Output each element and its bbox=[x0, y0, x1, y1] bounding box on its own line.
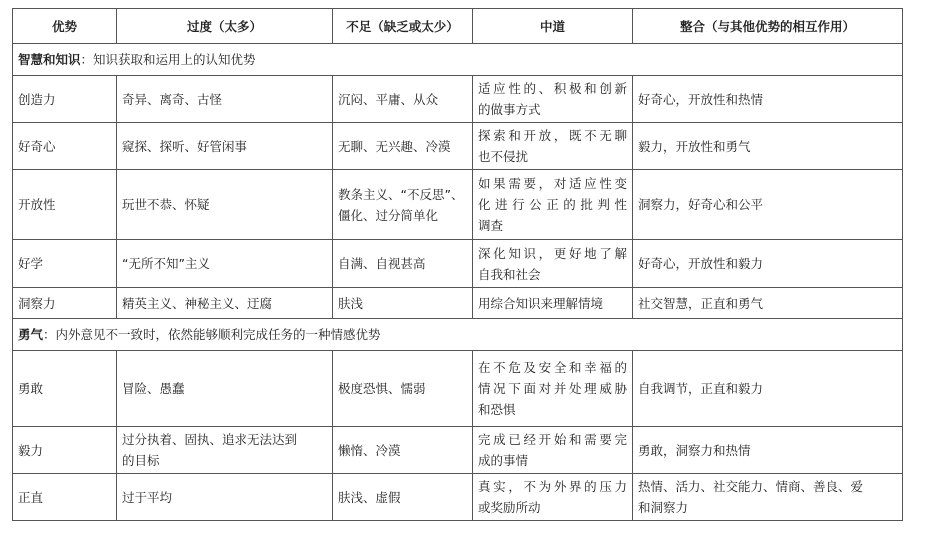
golden-mean-cell-line: 化进行公正的批判性 bbox=[478, 197, 627, 212]
integration-cell: 好奇心，开放性和热情 bbox=[633, 76, 903, 123]
too-little-cell: 肤浅 bbox=[333, 288, 473, 319]
too-little-cell: 极度恐惧、懦弱 bbox=[333, 351, 473, 427]
golden-mean-cell bbox=[473, 474, 633, 521]
strength-cell: 正直 bbox=[13, 474, 117, 521]
header-too-much: 过度（太多） bbox=[117, 9, 333, 44]
header-integration: 整合（与其他优势的相互作用） bbox=[633, 9, 903, 44]
strengths-table bbox=[12, 8, 903, 521]
table-row bbox=[13, 474, 903, 521]
too-little-cell: 懒惰、冷漠 bbox=[333, 427, 473, 474]
header-golden-mean: 中道 bbox=[473, 9, 633, 44]
strength-cell: 创造力 bbox=[13, 76, 117, 123]
golden-mean-cell-line: 的做事方式 bbox=[478, 102, 541, 117]
table-row bbox=[13, 123, 903, 170]
table-row bbox=[13, 427, 903, 474]
golden-mean-cell-line: 和恐惧 bbox=[478, 402, 516, 417]
strength-cell: 毅力 bbox=[13, 427, 117, 474]
too-much-cell bbox=[117, 427, 333, 474]
golden-mean-cell bbox=[473, 123, 633, 170]
strength-cell: 洞察力 bbox=[13, 288, 117, 319]
category-cell bbox=[13, 319, 903, 351]
integration-cell: 好奇心，开放性和毅力 bbox=[633, 240, 903, 288]
table-row bbox=[13, 240, 903, 288]
too-little-cell bbox=[333, 170, 473, 240]
golden-mean-cell-line: 也不侵扰 bbox=[478, 149, 529, 164]
too-much-cell-line: 过分执着、固执、追求无法达到 bbox=[122, 432, 298, 447]
too-little-cell: 无聊、无兴趣、冷漠 bbox=[333, 123, 473, 170]
golden-mean-cell-line: 调查 bbox=[478, 218, 504, 233]
golden-mean-cell bbox=[473, 240, 633, 288]
integration-cell bbox=[633, 474, 903, 521]
too-much-cell: 窥探、探听、好管闲事 bbox=[117, 123, 333, 170]
golden-mean-cell-line: 情况下面对并处理威胁 bbox=[478, 381, 627, 396]
header-too-little: 不足（缺乏或太少） bbox=[333, 9, 473, 44]
integration-cell-line: 热情、活力、社交能力、情商、善良、爱 bbox=[638, 479, 864, 494]
category-description: ：内外意见不一致时，依然能够顺利完成任务的一种情感优势 bbox=[43, 327, 381, 342]
too-much-cell: 奇异、离奇、古怪 bbox=[117, 76, 333, 123]
category-row bbox=[13, 319, 903, 351]
header-strength: 优势 bbox=[13, 9, 117, 44]
golden-mean-cell-line: 完成已经开始和需要完 bbox=[478, 432, 627, 447]
strength-cell: 开放性 bbox=[13, 170, 117, 240]
table-row bbox=[13, 288, 903, 319]
table-row bbox=[13, 351, 903, 427]
too-much-cell: 过于平均 bbox=[117, 474, 333, 521]
strength-cell: 好奇心 bbox=[13, 123, 117, 170]
golden-mean-cell-line: 深化知识，更好地了解 bbox=[478, 245, 627, 261]
integration-cell: 勇敢，洞察力和热情 bbox=[633, 427, 903, 474]
too-little-cell-line: 僵化、过分简单化 bbox=[338, 207, 439, 223]
golden-mean-cell: 用综合知识来理解情境 bbox=[473, 288, 633, 319]
golden-mean-cell-line: 真实，不为外界的压力 bbox=[478, 479, 627, 494]
golden-mean-cell-line: 或奖励所动 bbox=[478, 500, 541, 515]
golden-mean-cell-line: 适应性的、积极和创新 bbox=[478, 81, 627, 96]
too-little-cell: 沉闷、平庸、从众 bbox=[333, 76, 473, 123]
integration-cell: 毅力，开放性和勇气 bbox=[633, 123, 903, 170]
golden-mean-cell-line: 成的事情 bbox=[478, 453, 529, 468]
too-little-cell: 自满、自视甚高 bbox=[333, 240, 473, 288]
strengths-table-container bbox=[12, 8, 903, 521]
category-name: 智慧和知识 bbox=[18, 52, 81, 67]
too-much-cell-line: 的目标 bbox=[122, 453, 160, 468]
integration-cell-line: 和洞察力 bbox=[638, 500, 689, 515]
strength-cell: 勇敢 bbox=[13, 351, 117, 427]
too-much-cell: 精英主义、神秘主义、迂腐 bbox=[117, 288, 333, 319]
golden-mean-cell-line: 如果需要，对适应性变 bbox=[478, 176, 627, 191]
table-body bbox=[13, 44, 903, 521]
golden-mean-cell-line: 在不危及安全和幸福的 bbox=[478, 360, 627, 375]
too-much-cell: 玩世不恭、怀疑 bbox=[117, 170, 333, 240]
golden-mean-cell-line: 自我和社会 bbox=[478, 266, 541, 282]
golden-mean-cell bbox=[473, 170, 633, 240]
category-name: 勇气 bbox=[18, 327, 44, 342]
golden-mean-cell-line: 探索和开放，既不无聊 bbox=[478, 128, 627, 143]
table-row bbox=[13, 76, 903, 123]
integration-cell: 自我调节，正直和毅力 bbox=[633, 351, 903, 427]
too-little-cell: 肤浅、虚假 bbox=[333, 474, 473, 521]
header-row bbox=[13, 9, 903, 44]
table-row bbox=[13, 170, 903, 240]
strength-cell: 好学 bbox=[13, 240, 117, 288]
category-cell bbox=[13, 44, 903, 76]
integration-cell: 洞察力，好奇心和公平 bbox=[633, 170, 903, 240]
golden-mean-cell bbox=[473, 76, 633, 123]
golden-mean-cell bbox=[473, 427, 633, 474]
too-much-cell: “无所不知”主义 bbox=[117, 240, 333, 288]
golden-mean-cell bbox=[473, 351, 633, 427]
category-description: ：知识获取和运用上的认知优势 bbox=[80, 52, 256, 67]
too-little-cell-line: 教条主义、“不反思”、 bbox=[338, 186, 464, 202]
too-much-cell: 冒险、愚蠢 bbox=[117, 351, 333, 427]
integration-cell: 社交智慧，正直和勇气 bbox=[633, 288, 903, 319]
category-row bbox=[13, 44, 903, 76]
